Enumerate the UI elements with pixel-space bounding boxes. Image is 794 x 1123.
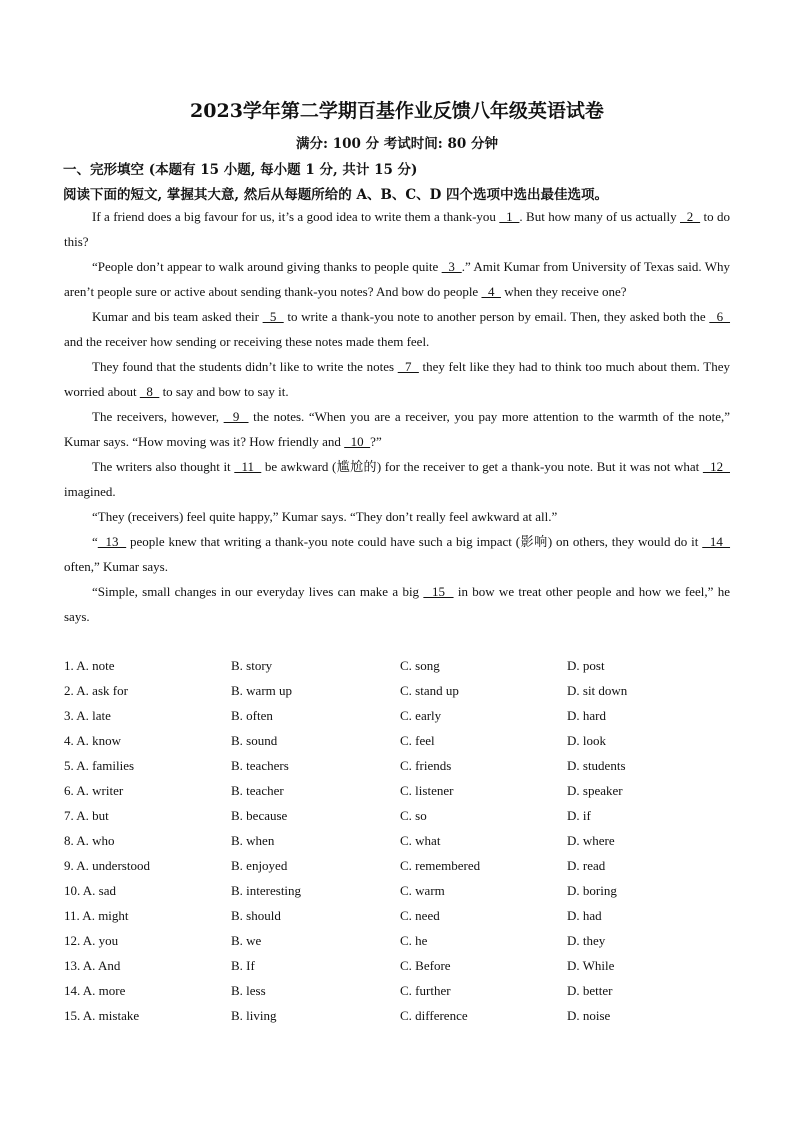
option-a: 10. A. sad	[64, 883, 116, 898]
question-options-row	[64, 953, 734, 978]
passage-paragraph	[64, 304, 730, 354]
option-c: C. feel	[400, 733, 435, 748]
question-options-row	[64, 803, 734, 828]
option-d: D. boring	[567, 883, 617, 898]
answer-options	[64, 653, 734, 1028]
option-a: 5. A. families	[64, 758, 135, 773]
answer-blank: 8	[139, 384, 160, 399]
passage-text: to write a thank-you note to another person by email. Then, they asked both the	[283, 309, 710, 324]
option-b: B. sound	[231, 733, 278, 748]
option-d: D. had	[567, 908, 602, 923]
option-c: C. stand up	[400, 683, 459, 698]
passage-text: the notes. “When you are a receiver, you pay more attention to the warmth of the note,” Kumar says. “How moving was it? How friendly and	[64, 409, 730, 449]
option-b: B. teacher	[231, 783, 284, 798]
passage-text: be awkward (尴尬的) for the receiver to get a thank-you note. But it was not what	[261, 459, 703, 474]
option-d: D. post	[567, 658, 605, 673]
option-c: C. further	[400, 983, 451, 998]
passage-text: ?”	[370, 434, 382, 449]
option-b: B. because	[231, 808, 288, 823]
answer-blank: 7	[397, 359, 419, 374]
option-c: C. early	[400, 708, 442, 723]
option-a: 11. A. might	[64, 908, 129, 923]
option-a: 6. A. writer	[64, 783, 124, 798]
option-b: B. interesting	[231, 883, 302, 898]
passage-text: “Simple, small changes in our everyday lives can make a big	[92, 584, 424, 599]
option-c: C. friends	[400, 758, 452, 773]
answer-blank: 2	[680, 209, 701, 224]
passage-text: If a friend does a big favour for us, it’s a good idea to write them a thank-you	[92, 209, 500, 224]
passage-text: “	[92, 534, 98, 549]
passage-text: often,” Kumar says.	[64, 559, 168, 574]
answer-blank: 10	[344, 434, 371, 449]
question-options-row	[64, 703, 734, 728]
passage-paragraph	[64, 404, 730, 454]
option-c: C. warm	[400, 883, 445, 898]
passage-text: people knew that writing a thank-you note could have such a big impact (影响) on others, they would do it	[126, 534, 703, 549]
answer-blank: 13	[97, 534, 127, 549]
option-c: C. so	[400, 808, 427, 823]
option-c: C. need	[400, 908, 440, 923]
answer-blank: 11	[234, 459, 262, 474]
passage-text: They found that the students didn’t like to write the notes	[92, 359, 398, 374]
option-d: D. speaker	[567, 783, 623, 798]
question-options-row	[64, 1003, 734, 1028]
option-b: B. should	[231, 908, 281, 923]
option-b: B. often	[231, 708, 273, 723]
option-c: C. he	[400, 933, 428, 948]
question-options-row	[64, 828, 734, 853]
option-c: C. what	[400, 833, 441, 848]
answer-blank: 1	[499, 209, 520, 224]
question-options-row	[64, 653, 734, 678]
question-options-row	[64, 853, 734, 878]
passage-paragraph	[64, 204, 730, 254]
option-d: D. they	[567, 933, 606, 948]
option-d: D. noise	[567, 1008, 611, 1023]
option-d: D. where	[567, 833, 615, 848]
passage-text: The receivers, however,	[92, 409, 224, 424]
passage-paragraph	[64, 254, 730, 304]
answer-blank: 14	[702, 534, 731, 549]
option-b: B. If	[231, 958, 255, 973]
option-a: 4. A. know	[64, 733, 122, 748]
option-a: 1. A. note	[64, 658, 115, 673]
option-c: C. listener	[400, 783, 454, 798]
page-title: 2023学年第二学期百基作业反馈八年级英语试卷	[190, 100, 604, 122]
option-d: D. While	[567, 958, 615, 973]
passage-text: “People don’t appear to walk around giving thanks to people quite	[92, 259, 442, 274]
option-a: 12. A. you	[64, 933, 119, 948]
answer-blank: 12	[702, 459, 730, 474]
answer-blank: 3	[441, 259, 462, 274]
option-d: D. better	[567, 983, 613, 998]
answer-blank: 4	[481, 284, 501, 299]
option-b: B. we	[231, 933, 262, 948]
passage-text: in bow we treat other people and how we feel,” he says.	[64, 584, 731, 624]
option-d: D. read	[567, 858, 606, 873]
passage-text: The writers also thought it	[92, 459, 235, 474]
option-a: 8. A. who	[64, 833, 115, 848]
option-b: B. when	[231, 833, 275, 848]
answer-blank: 5	[262, 309, 284, 324]
passage-text: imagined.	[64, 484, 116, 499]
option-a: 9. A. understood	[64, 858, 150, 873]
option-c: C. remembered	[400, 858, 481, 873]
passage-text: they felt like they had to think too much about them. They worried about	[64, 359, 731, 399]
option-c: C. Before	[400, 958, 451, 973]
passage-text: when they receive one?	[500, 284, 627, 299]
option-b: B. story	[231, 658, 273, 673]
option-d: D. students	[567, 758, 626, 773]
option-b: B. enjoyed	[231, 858, 288, 873]
answer-blank: 9	[223, 409, 249, 424]
option-a: 7. A. but	[64, 808, 109, 823]
question-options-row	[64, 928, 734, 953]
option-a: 13. A. And	[64, 958, 121, 973]
option-a: 2. A. ask for	[64, 683, 128, 698]
passage-paragraph	[64, 504, 730, 529]
option-c: C. difference	[400, 1008, 468, 1023]
passage-paragraph	[64, 529, 730, 579]
question-options-row	[64, 778, 734, 803]
option-b: B. less	[231, 983, 266, 998]
option-d: D. if	[567, 808, 591, 823]
option-d: D. sit down	[567, 683, 628, 698]
passage-text: to say and bow to say it.	[159, 384, 289, 399]
question-options-row	[64, 678, 734, 703]
option-a: 3. A. late	[64, 708, 111, 723]
option-d: D. look	[567, 733, 606, 748]
passage-text: . But how many of us actually	[519, 209, 681, 224]
question-options-row	[64, 728, 734, 753]
question-options-row	[64, 878, 734, 903]
passage-text: to do this?	[64, 209, 731, 249]
exam-info: 满分: 100 分 考试时间: 80 分钟	[296, 136, 498, 152]
passage-text: and the receiver how sending or receiving these notes made them feel.	[64, 334, 430, 349]
answer-blank: 6	[709, 309, 731, 324]
option-a: 15. A. mistake	[64, 1008, 140, 1023]
option-c: C. song	[400, 658, 440, 673]
option-b: B. warm up	[231, 683, 293, 698]
question-options-row	[64, 753, 734, 778]
section-heading: 一、完形填空 (本题有 15 小题, 每小题 1 分, 共计 15 分)	[63, 162, 418, 178]
cloze-passage	[64, 204, 730, 629]
option-d: D. hard	[567, 708, 606, 723]
passage-text: Kumar and bis team asked their	[92, 309, 263, 324]
passage-paragraph	[64, 579, 730, 629]
option-b: B. teachers	[231, 758, 289, 773]
passage-text: .” Amit Kumar from University of Texas said. Why aren’t people sure or active about sending thank-you notes? And bow do people	[64, 259, 730, 299]
question-options-row	[64, 903, 734, 928]
passage-paragraph	[64, 354, 730, 404]
question-options-row	[64, 978, 734, 1003]
option-b: B. living	[231, 1008, 277, 1023]
instructions: 阅读下面的短文, 掌握其大意, 然后从每题所给的 A、B、C、D 四个选项中选出最佳选项。	[63, 187, 609, 203]
answer-blank: 15	[423, 584, 454, 599]
passage-paragraph	[64, 454, 730, 504]
passage-text: “They (receivers) feel quite happy,” Kumar says. “They don’t really feel awkward at all.”	[92, 509, 558, 524]
option-a: 14. A. more	[64, 983, 126, 998]
